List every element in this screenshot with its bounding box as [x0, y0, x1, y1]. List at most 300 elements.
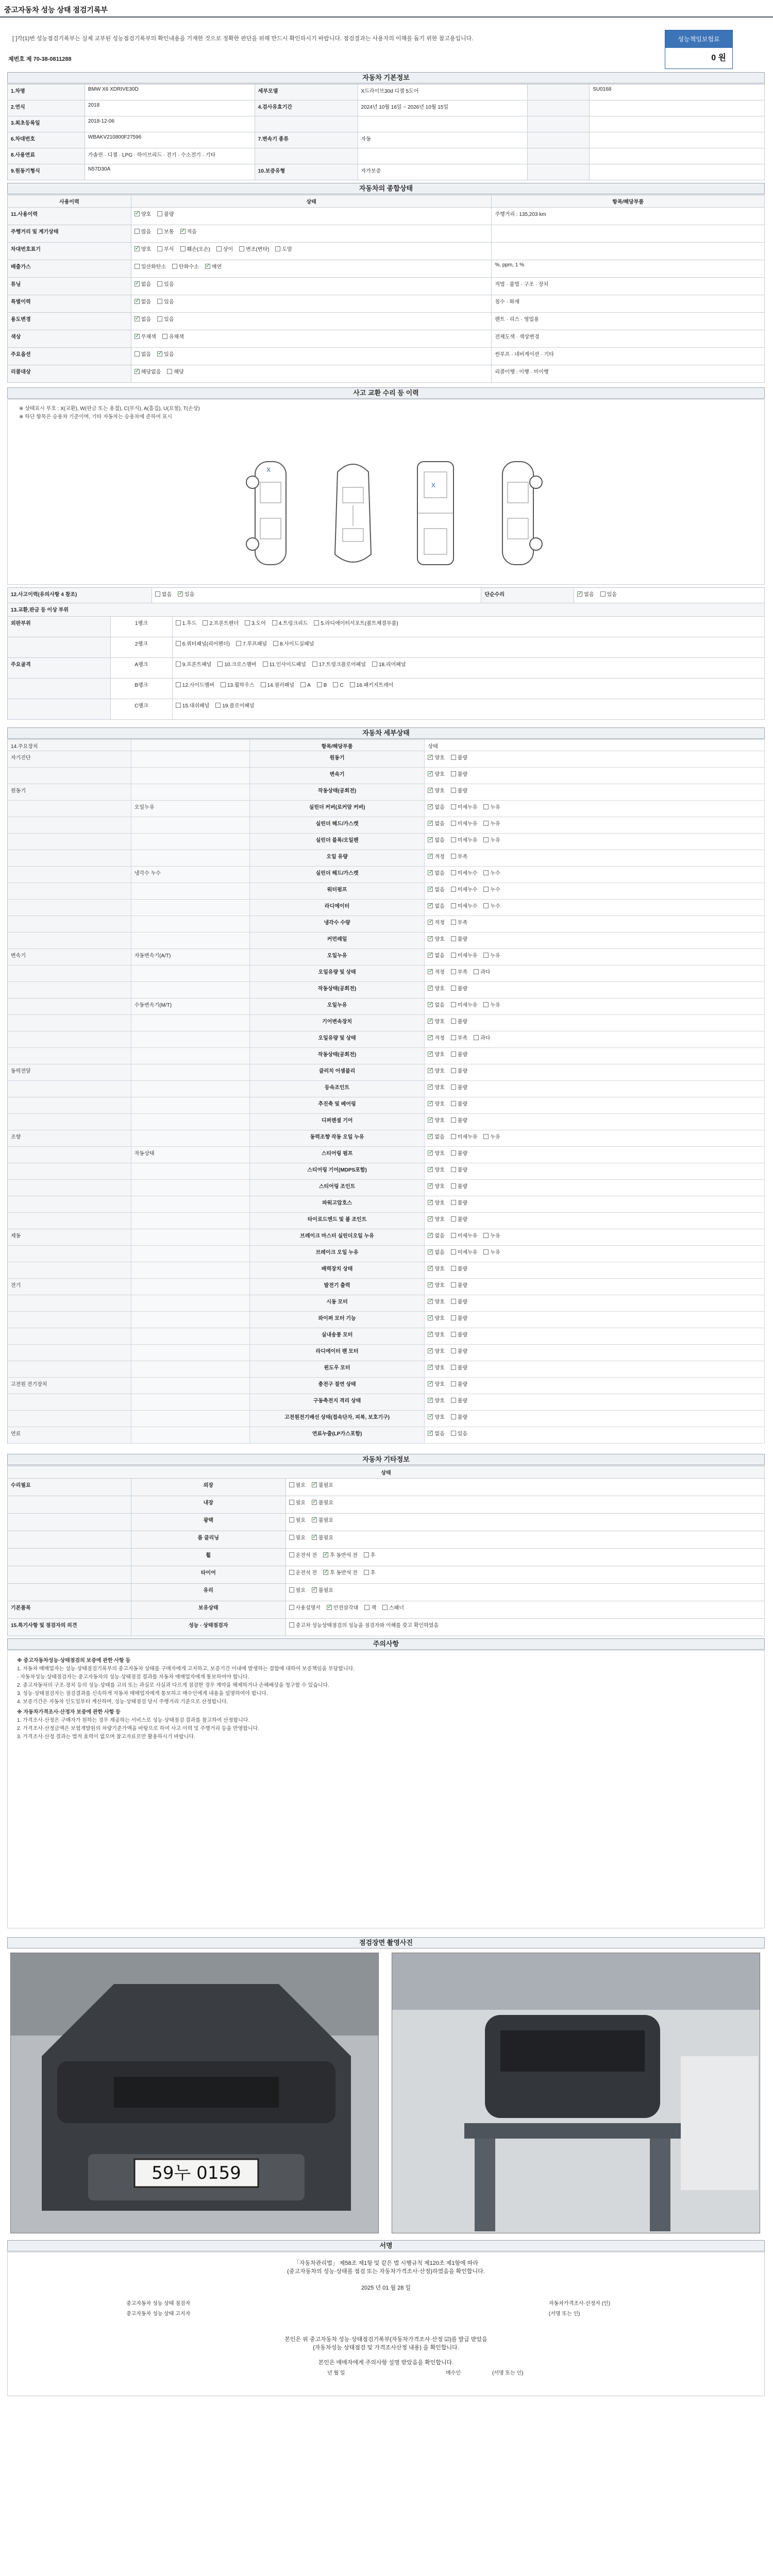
- checkbox-icon[interactable]: [428, 1414, 433, 1419]
- checkbox-icon[interactable]: [162, 334, 167, 339]
- checkbox-icon[interactable]: [289, 1587, 294, 1592]
- state-option[interactable]: 도말: [275, 247, 292, 252]
- checkbox-icon[interactable]: [451, 936, 456, 941]
- checkbox-icon[interactable]: [451, 1398, 456, 1403]
- checkbox-icon[interactable]: [428, 969, 433, 974]
- checkbox-icon[interactable]: [428, 1332, 433, 1337]
- checkbox-icon[interactable]: [275, 246, 280, 251]
- checkbox-icon[interactable]: [221, 682, 226, 687]
- checkbox-icon[interactable]: [428, 788, 433, 793]
- state-option[interactable]: ✓ 양호: [428, 1184, 444, 1190]
- state-option[interactable]: 많음: [135, 229, 151, 235]
- checkbox-icon[interactable]: [157, 281, 162, 286]
- checkbox-icon[interactable]: [289, 1482, 294, 1487]
- state-option[interactable]: 스패너: [382, 1605, 404, 1611]
- checkbox-icon[interactable]: [135, 369, 140, 374]
- state-option[interactable]: 불량: [451, 788, 467, 794]
- state-option[interactable]: 탄화수소: [172, 264, 199, 270]
- checkbox-icon[interactable]: [428, 903, 433, 908]
- state-option[interactable]: ✓ 양호: [428, 1332, 444, 1338]
- checkbox-icon[interactable]: [180, 246, 186, 251]
- checkbox-icon[interactable]: [428, 755, 433, 760]
- state-option[interactable]: 불량: [451, 1365, 467, 1371]
- checkbox-icon[interactable]: [428, 1282, 433, 1287]
- checkbox-icon[interactable]: [451, 1431, 456, 1436]
- accident-option[interactable]: ✓ 있음: [178, 592, 194, 598]
- checkbox-icon[interactable]: [483, 1233, 489, 1238]
- checkbox-icon[interactable]: [135, 351, 140, 357]
- state-option[interactable]: 불량: [451, 986, 467, 992]
- checkbox-icon[interactable]: [203, 620, 208, 625]
- checkbox-icon[interactable]: [428, 1299, 433, 1304]
- state-option[interactable]: ✓ 양호: [428, 937, 444, 942]
- part-option[interactable]: 17.트렁크플로어패널: [312, 662, 366, 668]
- checkbox-icon[interactable]: [135, 334, 140, 339]
- checkbox-icon[interactable]: [428, 920, 433, 925]
- checkbox-icon[interactable]: [289, 1500, 294, 1505]
- checkbox-icon[interactable]: [451, 755, 456, 760]
- checkbox-icon[interactable]: [451, 1101, 456, 1106]
- state-option[interactable]: 누유: [483, 838, 500, 843]
- checkbox-icon[interactable]: [289, 1535, 294, 1540]
- checkbox-icon[interactable]: [428, 936, 433, 941]
- checkbox-icon[interactable]: [155, 591, 160, 597]
- checkbox-icon[interactable]: [451, 1183, 456, 1189]
- checkbox-icon[interactable]: [263, 662, 268, 667]
- checkbox-icon[interactable]: [350, 682, 355, 687]
- checkbox-icon[interactable]: [135, 229, 140, 234]
- state-option[interactable]: 불량: [451, 1200, 467, 1206]
- state-option[interactable]: 일산화탄소: [135, 264, 166, 270]
- checkbox-icon[interactable]: [483, 821, 489, 826]
- state-option[interactable]: 변조(변타): [239, 247, 269, 252]
- state-option[interactable]: 미세누유: [451, 838, 478, 843]
- checkbox-icon[interactable]: [428, 1431, 433, 1436]
- state-option[interactable]: ✓ 양호: [428, 1266, 444, 1272]
- checkbox-icon[interactable]: [451, 788, 456, 793]
- state-option[interactable]: 불량: [451, 1283, 467, 1289]
- checkbox-icon[interactable]: [428, 1002, 433, 1007]
- state-option[interactable]: ✓ 불필요: [312, 1500, 333, 1506]
- state-option[interactable]: ✓ 해당없음: [135, 369, 161, 375]
- checkbox-icon[interactable]: [312, 662, 317, 667]
- state-option[interactable]: 사용설명서: [289, 1605, 321, 1611]
- checkbox-icon[interactable]: [314, 620, 319, 625]
- checkbox-icon[interactable]: [451, 804, 456, 809]
- checkbox-icon[interactable]: [312, 1517, 317, 1522]
- checkbox-icon[interactable]: [364, 1605, 369, 1610]
- checkbox-icon[interactable]: [157, 229, 162, 234]
- state-option[interactable]: ✓ 없음: [135, 282, 151, 287]
- checkbox-icon[interactable]: [273, 641, 278, 646]
- part-option[interactable]: 15.대쉬패널: [176, 703, 210, 709]
- checkbox-icon[interactable]: [167, 369, 172, 374]
- state-option[interactable]: ✓ 적정: [428, 920, 444, 926]
- state-option[interactable]: ✓ 양호: [428, 772, 444, 777]
- checkbox-icon[interactable]: [180, 229, 186, 234]
- checkbox-icon[interactable]: [428, 821, 433, 826]
- checkbox-icon[interactable]: [451, 903, 456, 908]
- state-option[interactable]: ✓ 없음: [428, 904, 444, 909]
- checkbox-icon[interactable]: [483, 1134, 489, 1139]
- state-option[interactable]: 불량: [451, 1382, 467, 1387]
- state-option[interactable]: 불량: [451, 937, 467, 942]
- repair-option[interactable]: 있음: [600, 592, 617, 598]
- checkbox-icon[interactable]: [176, 682, 181, 687]
- state-option[interactable]: ✓ 무채색: [135, 334, 156, 340]
- checkbox-icon[interactable]: [483, 1249, 489, 1255]
- checkbox-icon[interactable]: [176, 641, 181, 646]
- state-option[interactable]: 불량: [451, 772, 467, 777]
- part-option[interactable]: 14.필러패널: [261, 683, 295, 688]
- state-option[interactable]: ✓ 양호: [428, 1349, 444, 1354]
- checkbox-icon[interactable]: [428, 1167, 433, 1172]
- part-option[interactable]: 18.리어패널: [372, 662, 406, 668]
- state-option[interactable]: ✓ 양호: [428, 986, 444, 992]
- state-option[interactable]: 불량: [451, 755, 467, 761]
- checkbox-icon[interactable]: [428, 837, 433, 842]
- checkbox-icon[interactable]: [135, 264, 140, 269]
- checkbox-icon[interactable]: [135, 316, 140, 321]
- state-option[interactable]: ✓ 양호: [428, 1101, 444, 1107]
- state-option[interactable]: 중고차 성능상태점검의 성능을 점검자와 이해를 갖고 확인하였음: [289, 1623, 439, 1629]
- state-option[interactable]: 운전석 전: [289, 1553, 317, 1558]
- checkbox-icon[interactable]: [451, 1332, 456, 1337]
- state-option[interactable]: ✓ 없음: [428, 1003, 444, 1008]
- part-option[interactable]: 8.사이드실패널: [273, 641, 314, 647]
- state-option[interactable]: 과다: [474, 970, 490, 975]
- part-option[interactable]: B: [317, 683, 327, 688]
- state-option[interactable]: 부족: [451, 920, 467, 926]
- checkbox-icon[interactable]: [451, 1233, 456, 1238]
- checkbox-icon[interactable]: [451, 1249, 456, 1255]
- state-option[interactable]: 훼손(오손): [180, 247, 210, 252]
- state-option[interactable]: ✓ 없음: [135, 299, 151, 305]
- state-option[interactable]: 누수: [483, 904, 500, 909]
- repair-option[interactable]: ✓ 없음: [577, 592, 594, 598]
- state-option[interactable]: 미세누유: [451, 1134, 478, 1140]
- state-option[interactable]: ✓ 양호: [135, 212, 151, 217]
- checkbox-icon[interactable]: [451, 1282, 456, 1287]
- state-option[interactable]: ✓ 안전삼각대: [327, 1605, 358, 1611]
- checkbox-icon[interactable]: [483, 953, 489, 958]
- checkbox-icon[interactable]: [178, 591, 183, 597]
- checkbox-icon[interactable]: [600, 591, 606, 597]
- state-option[interactable]: ✓ 양호: [428, 1398, 444, 1404]
- state-option[interactable]: 누유: [483, 953, 500, 959]
- checkbox-icon[interactable]: [215, 703, 221, 708]
- checkbox-icon[interactable]: [428, 771, 433, 776]
- part-option[interactable]: 5.라디에이터서포트(볼트체결부품): [314, 621, 398, 626]
- state-option[interactable]: 불량: [157, 212, 174, 217]
- checkbox-icon[interactable]: [451, 969, 456, 974]
- state-option[interactable]: 누유: [483, 805, 500, 810]
- state-option[interactable]: 누유: [483, 1003, 500, 1008]
- state-option[interactable]: ✓ 양호: [428, 1167, 444, 1173]
- state-option[interactable]: 불량: [451, 1019, 467, 1025]
- state-option[interactable]: 후: [364, 1553, 376, 1558]
- checkbox-icon[interactable]: [451, 854, 456, 859]
- checkbox-icon[interactable]: [483, 837, 489, 842]
- state-option[interactable]: ✓ 양호: [428, 755, 444, 761]
- state-option[interactable]: ✓ 양호: [135, 247, 151, 252]
- checkbox-icon[interactable]: [428, 1249, 433, 1255]
- state-option[interactable]: 있음: [157, 299, 174, 305]
- checkbox-icon[interactable]: [428, 986, 433, 991]
- checkbox-icon[interactable]: [236, 641, 241, 646]
- state-option[interactable]: 불량: [451, 1085, 467, 1091]
- part-option[interactable]: 2.프론트펜더: [203, 621, 239, 626]
- checkbox-icon[interactable]: [577, 591, 582, 597]
- checkbox-icon[interactable]: [451, 1299, 456, 1304]
- checkbox-icon[interactable]: [312, 1535, 317, 1540]
- state-option[interactable]: ✓ 후 동반석 전: [323, 1553, 358, 1558]
- checkbox-icon[interactable]: [428, 804, 433, 809]
- state-option[interactable]: 불량: [451, 1299, 467, 1305]
- state-option[interactable]: 불량: [451, 1184, 467, 1190]
- state-option[interactable]: 미세누수: [451, 904, 478, 909]
- state-option[interactable]: 있음: [157, 317, 174, 323]
- part-option[interactable]: 16.패키지트레이: [350, 683, 394, 688]
- checkbox-icon[interactable]: [261, 682, 266, 687]
- part-option[interactable]: 19.플로어패널: [215, 703, 254, 709]
- checkbox-icon[interactable]: [157, 246, 162, 251]
- part-option[interactable]: 11.인사이드패널: [263, 662, 306, 668]
- state-option[interactable]: 유채색: [162, 334, 184, 340]
- state-option[interactable]: 불량: [451, 1167, 467, 1173]
- checkbox-icon[interactable]: [474, 1035, 479, 1040]
- part-option[interactable]: 9.프론트패널: [176, 662, 212, 668]
- checkbox-icon[interactable]: [451, 1002, 456, 1007]
- state-option[interactable]: ✓ 적정: [428, 1036, 444, 1041]
- checkbox-icon[interactable]: [327, 1605, 332, 1610]
- state-option[interactable]: 있음: [451, 1431, 467, 1437]
- checkbox-icon[interactable]: [428, 1381, 433, 1386]
- checkbox-icon[interactable]: [451, 1019, 456, 1024]
- state-option[interactable]: 부족: [451, 970, 467, 975]
- checkbox-icon[interactable]: [176, 662, 181, 667]
- checkbox-icon[interactable]: [245, 620, 250, 625]
- state-option[interactable]: 필요: [289, 1588, 306, 1594]
- state-option[interactable]: 누유: [483, 1250, 500, 1256]
- state-option[interactable]: ✓ 양호: [428, 1299, 444, 1305]
- state-option[interactable]: ✓ 양호: [428, 1069, 444, 1074]
- state-option[interactable]: ✓ 양호: [428, 788, 444, 794]
- checkbox-icon[interactable]: [428, 1052, 433, 1057]
- state-option[interactable]: ✓ 있음: [157, 352, 174, 358]
- checkbox-icon[interactable]: [428, 1101, 433, 1106]
- state-option[interactable]: ✓ 불필요: [312, 1483, 333, 1488]
- checkbox-icon[interactable]: [451, 1052, 456, 1057]
- state-option[interactable]: ✓ 없음: [428, 1233, 444, 1239]
- state-option[interactable]: 부식: [157, 247, 174, 252]
- checkbox-icon[interactable]: [428, 1183, 433, 1189]
- state-option[interactable]: 해당: [167, 369, 183, 375]
- state-option[interactable]: ✓ 없음: [135, 317, 151, 323]
- checkbox-icon[interactable]: [451, 1150, 456, 1156]
- part-option[interactable]: 1.후드: [176, 621, 197, 626]
- checkbox-icon[interactable]: [451, 837, 456, 842]
- checkbox-icon[interactable]: [451, 1414, 456, 1419]
- state-option[interactable]: ✓ 양호: [428, 1085, 444, 1091]
- checkbox-icon[interactable]: [428, 1398, 433, 1403]
- state-option[interactable]: ✓ 양호: [428, 1382, 444, 1387]
- checkbox-icon[interactable]: [483, 870, 489, 875]
- state-option[interactable]: 미세누유: [451, 821, 478, 827]
- state-option[interactable]: 있음: [157, 282, 174, 287]
- state-option[interactable]: ✓ 양호: [428, 1283, 444, 1289]
- state-option[interactable]: 미세누유: [451, 1003, 478, 1008]
- state-option[interactable]: 누수: [483, 887, 500, 893]
- checkbox-icon[interactable]: [451, 1134, 456, 1139]
- checkbox-icon[interactable]: [205, 264, 210, 269]
- checkbox-icon[interactable]: [428, 1315, 433, 1320]
- checkbox-icon[interactable]: [428, 1200, 433, 1205]
- state-option[interactable]: 필요: [289, 1535, 306, 1541]
- checkbox-icon[interactable]: [135, 211, 140, 216]
- state-option[interactable]: ✓ 없음: [428, 805, 444, 810]
- state-option[interactable]: 미세누유: [451, 805, 478, 810]
- checkbox-icon[interactable]: [451, 771, 456, 776]
- checkbox-icon[interactable]: [323, 1570, 328, 1575]
- checkbox-icon[interactable]: [483, 804, 489, 809]
- checkbox-icon[interactable]: [428, 1117, 433, 1123]
- part-option[interactable]: 6.쿼터패널(리어펜더): [176, 641, 230, 647]
- checkbox-icon[interactable]: [364, 1552, 369, 1557]
- state-option[interactable]: ✓ 적음: [180, 229, 197, 235]
- checkbox-icon[interactable]: [135, 246, 140, 251]
- state-option[interactable]: 필요: [289, 1500, 306, 1506]
- state-option[interactable]: ✓ 없음: [428, 953, 444, 959]
- state-option[interactable]: 미세누유: [451, 1233, 478, 1239]
- state-option[interactable]: ✓ 양호: [428, 1365, 444, 1371]
- part-option[interactable]: 7.루프패널: [236, 641, 267, 647]
- state-option[interactable]: 필요: [289, 1483, 306, 1488]
- checkbox-icon[interactable]: [157, 211, 162, 216]
- state-option[interactable]: 후: [364, 1570, 376, 1576]
- state-option[interactable]: 불량: [451, 1316, 467, 1321]
- state-option[interactable]: 없음: [135, 352, 151, 358]
- state-option[interactable]: 불량: [451, 1069, 467, 1074]
- state-option[interactable]: 미세누수: [451, 887, 478, 893]
- checkbox-icon[interactable]: [428, 1348, 433, 1353]
- checkbox-icon[interactable]: [239, 246, 244, 251]
- state-option[interactable]: ✓ 없음: [428, 1134, 444, 1140]
- state-option[interactable]: ✓ 양호: [428, 1118, 444, 1124]
- state-option[interactable]: 필요: [289, 1518, 306, 1523]
- state-option[interactable]: ✓ 없음: [428, 821, 444, 827]
- state-option[interactable]: ✓ 매연: [205, 264, 222, 270]
- checkbox-icon[interactable]: [451, 1381, 456, 1386]
- checkbox-icon[interactable]: [451, 1035, 456, 1040]
- state-option[interactable]: ✓ 양호: [428, 1415, 444, 1420]
- state-option[interactable]: ✓ 없음: [428, 838, 444, 843]
- checkbox-icon[interactable]: [428, 1019, 433, 1024]
- state-option[interactable]: ✓ 없음: [428, 887, 444, 893]
- checkbox-icon[interactable]: [428, 1035, 433, 1040]
- checkbox-icon[interactable]: [451, 1117, 456, 1123]
- checkbox-icon[interactable]: [272, 620, 277, 625]
- checkbox-icon[interactable]: [428, 1365, 433, 1370]
- checkbox-icon[interactable]: [172, 264, 177, 269]
- state-option[interactable]: 불량: [451, 1266, 467, 1272]
- state-option[interactable]: 불량: [451, 1332, 467, 1338]
- checkbox-icon[interactable]: [451, 920, 456, 925]
- checkbox-icon[interactable]: [474, 969, 479, 974]
- state-option[interactable]: 불량: [451, 1101, 467, 1107]
- checkbox-icon[interactable]: [451, 953, 456, 958]
- checkbox-icon[interactable]: [483, 887, 489, 892]
- checkbox-icon[interactable]: [451, 1315, 456, 1320]
- checkbox-icon[interactable]: [428, 1134, 433, 1139]
- checkbox-icon[interactable]: [176, 703, 181, 708]
- checkbox-icon[interactable]: [312, 1482, 317, 1487]
- state-option[interactable]: ✓ 적정: [428, 854, 444, 860]
- checkbox-icon[interactable]: [451, 1084, 456, 1090]
- checkbox-icon[interactable]: [312, 1587, 317, 1592]
- state-option[interactable]: 보통: [157, 229, 174, 235]
- state-option[interactable]: 미세누유: [451, 953, 478, 959]
- state-option[interactable]: 불량: [451, 1415, 467, 1420]
- state-option[interactable]: 불량: [451, 1052, 467, 1058]
- checkbox-icon[interactable]: [428, 870, 433, 875]
- checkbox-icon[interactable]: [317, 682, 322, 687]
- checkbox-icon[interactable]: [451, 1167, 456, 1172]
- state-option[interactable]: ✓ 없음: [428, 871, 444, 876]
- part-option[interactable]: 4.트렁크리드: [272, 621, 308, 626]
- state-option[interactable]: ✓ 양호: [428, 1052, 444, 1058]
- checkbox-icon[interactable]: [300, 682, 306, 687]
- state-option[interactable]: ✓ 양호: [428, 1217, 444, 1223]
- state-option[interactable]: ✓ 양호: [428, 1316, 444, 1321]
- state-option[interactable]: 불량: [451, 1349, 467, 1354]
- part-option[interactable]: A: [300, 683, 311, 688]
- checkbox-icon[interactable]: [323, 1552, 328, 1557]
- checkbox-icon[interactable]: [483, 1002, 489, 1007]
- part-option[interactable]: C: [333, 683, 343, 688]
- checkbox-icon[interactable]: [428, 1068, 433, 1073]
- checkbox-icon[interactable]: [428, 953, 433, 958]
- state-option[interactable]: 불량: [451, 1398, 467, 1404]
- state-option[interactable]: 부족: [451, 1036, 467, 1041]
- checkbox-icon[interactable]: [451, 1365, 456, 1370]
- checkbox-icon[interactable]: [451, 986, 456, 991]
- state-option[interactable]: 불량: [451, 1151, 467, 1157]
- state-option[interactable]: 누유: [483, 1134, 500, 1140]
- checkbox-icon[interactable]: [382, 1605, 388, 1610]
- state-option[interactable]: 누수: [483, 871, 500, 876]
- state-option[interactable]: 누유: [483, 1233, 500, 1239]
- checkbox-icon[interactable]: [333, 682, 338, 687]
- checkbox-icon[interactable]: [428, 887, 433, 892]
- checkbox-icon[interactable]: [176, 620, 181, 625]
- checkbox-icon[interactable]: [451, 1068, 456, 1073]
- state-option[interactable]: 누유: [483, 821, 500, 827]
- checkbox-icon[interactable]: [135, 281, 140, 286]
- checkbox-icon[interactable]: [289, 1605, 294, 1610]
- checkbox-icon[interactable]: [451, 1266, 456, 1271]
- state-option[interactable]: 부족: [451, 854, 467, 860]
- part-option[interactable]: 13.휠하우스: [221, 683, 255, 688]
- state-option[interactable]: ✓ 양호: [428, 1019, 444, 1025]
- state-option[interactable]: ✓ 불필요: [312, 1535, 333, 1541]
- checkbox-icon[interactable]: [428, 1216, 433, 1222]
- checkbox-icon[interactable]: [157, 351, 162, 357]
- checkbox-icon[interactable]: [451, 887, 456, 892]
- checkbox-icon[interactable]: [289, 1622, 294, 1628]
- state-option[interactable]: ✓ 불필요: [312, 1588, 333, 1594]
- state-option[interactable]: ✓ 없음: [428, 1431, 444, 1437]
